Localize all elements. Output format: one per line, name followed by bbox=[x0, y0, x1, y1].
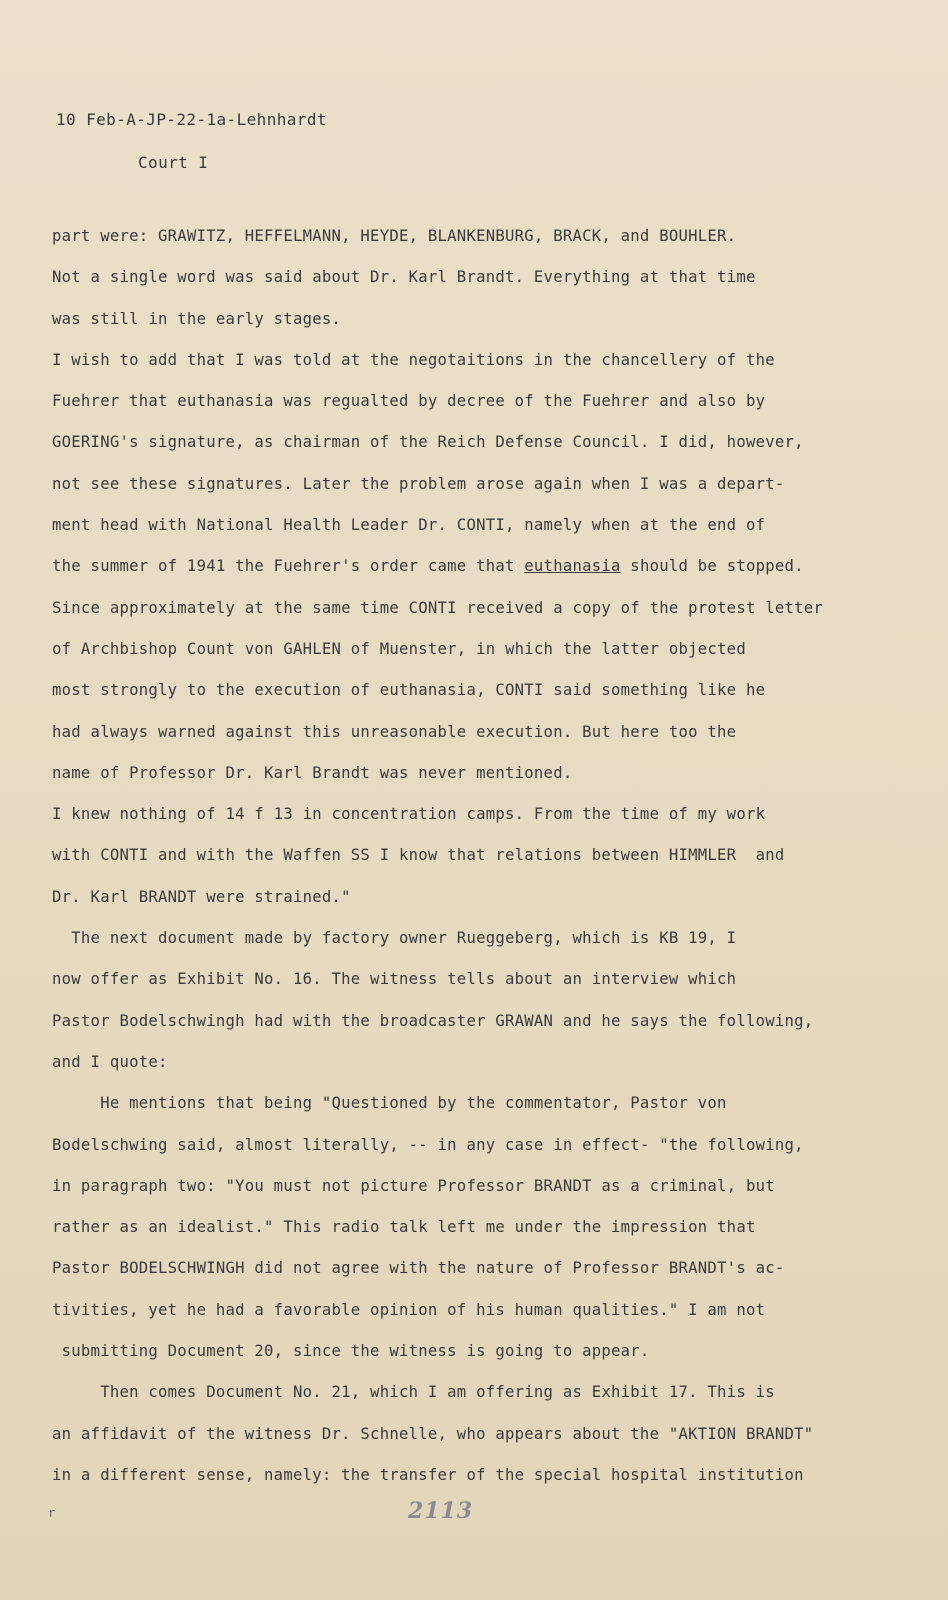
margin-mark: r bbox=[48, 1506, 56, 1520]
page-number: 2113 bbox=[408, 1498, 474, 1524]
text-line: an affidavit of the witness Dr. Schnelle, who appears about the "AKTION BRANDT" bbox=[52, 1424, 814, 1443]
text-line: name of Professor Dr. Karl Brandt was never mentioned. bbox=[52, 763, 573, 782]
text-line: I knew nothing of 14 f 13 in concentration camps. From the time of my work bbox=[52, 805, 766, 824]
document-reference: 10 Feb-A-JP-22-1a-Lehnhardt bbox=[56, 110, 327, 129]
text-line: tivities, yet he had a favorable opinion of his human qualities." I am not bbox=[52, 1300, 766, 1319]
text-line: ment head with National Health Leader Dr. CONTI, namely when at the end of bbox=[52, 516, 766, 535]
text-line: Bodelschwing said, almost literally, -- in any case in effect- "the following, bbox=[52, 1135, 804, 1154]
text-line: in a different sense, namely: the transfer of the special hospital institution bbox=[52, 1465, 804, 1484]
text-line: and I quote: bbox=[52, 1052, 168, 1071]
text-line: Pastor BODELSCHWINGH did not agree with the nature of Professor BRANDT's ac- bbox=[52, 1259, 785, 1278]
text-line: Pastor Bodelschwingh had with the broadcaster GRAWAN and he says the following, bbox=[52, 1011, 814, 1030]
text-line: He mentions that being "Questioned by the commentator, Pastor von bbox=[52, 1094, 727, 1113]
text-line: submitting Document 20, since the witness is going to appear. bbox=[52, 1342, 650, 1361]
text-line: with CONTI and with the Waffen SS I know that relations between HIMMLER and bbox=[52, 846, 785, 865]
text-line: not see these signatures. Later the problem arose again when I was a depart- bbox=[52, 474, 785, 493]
text-line-underlined: the summer of 1941 the Fuehrer's order came that euthanasia should be stopped. bbox=[52, 557, 804, 576]
text-line: Since approximately at the same time CONTI received a copy of the protest letter bbox=[52, 598, 824, 617]
text-line: now offer as Exhibit No. 16. The witness tells about an interview which bbox=[52, 970, 737, 989]
transcript-body bbox=[52, 216, 912, 1496]
text-line: in paragraph two: "You must not picture Professor BRANDT as a criminal, but bbox=[52, 1176, 775, 1195]
text-line: was still in the early stages. bbox=[52, 309, 342, 328]
text-line: I wish to add that I was told at the negotaitions in the chancellery of the bbox=[52, 350, 775, 369]
text-line: most strongly to the execution of euthanasia, CONTI said something like he bbox=[52, 681, 766, 700]
text-line: The next document made by factory owner Rueggeberg, which is KB 19, I bbox=[52, 929, 737, 948]
text-line: Fuehrer that euthanasia was regualted by decree of the Fuehrer and also by bbox=[52, 392, 766, 411]
court-label: Court I bbox=[138, 153, 209, 172]
text-line: part were: GRAWITZ, HEFFELMANN, HEYDE, BLANKENBURG, BRACK, and BOUHLER. bbox=[52, 227, 737, 245]
text-line: Not a single word was said about Dr. Karl Brandt. Everything at that time bbox=[52, 268, 756, 287]
text-line: of Archbishop Count von GAHLEN of Muenster, in which the latter objected bbox=[52, 639, 746, 658]
text-line: Dr. Karl BRANDT were strained." bbox=[52, 887, 351, 906]
text-line: GOERING's signature, as chairman of the Reich Defense Council. I did, however, bbox=[52, 433, 804, 452]
text-line: Then comes Document No. 21, which I am offering as Exhibit 17. This is bbox=[52, 1383, 775, 1402]
underlined-word: euthanasia bbox=[524, 557, 621, 576]
text-line: rather as an idealist." This radio talk left me under the impression that bbox=[52, 1218, 756, 1237]
text-line: had always warned against this unreasonable execution. But here too the bbox=[52, 722, 737, 741]
